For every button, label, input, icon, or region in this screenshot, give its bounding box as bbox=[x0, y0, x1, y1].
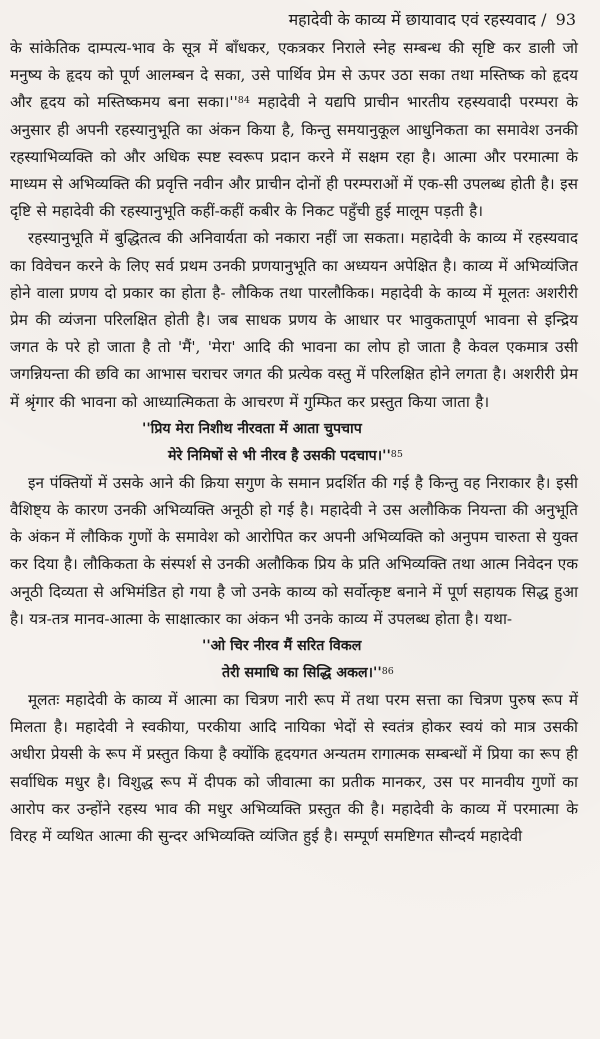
paragraph-3: इन पंक्तियों में उसके आने की क्रिया सगुण के समान प्रदर्शित की गई है किन्तु वह निराकार है। इसी वैशिष्ट्य के कारण उनकी अभिव्यक्ति अनूठी हो गई है। महादेवी ने उस अलौकिक नियन्ता की अनुभूति के अंकन में लौकिक गुणों के समावेश को आरोपित कर अपनी अभिव्यक्ति को अनुपम चारुता से युक्त कर दिया है। लौकिकता के संस्पर्श से उनकी अलौकिक प्रिय के प्रति अभिव्यक्ति तथा आत्म निवेदन एक अनूठी दिव्यता से अभिमंडित हो गया है जो उनके काव्य को सर्वोत्कृष्ट बनाने में पूर्ण सहायक सिद्ध हुआ है। यत्र-तत्र मानव-आत्मा के साक्षात्कार का अंकन भी उनके काव्य में उपलब्ध होता है। यथा- bbox=[10, 473, 578, 628]
paragraph-1 bbox=[10, 35, 578, 225]
paragraph-1-continued: महादेवी ने यद्यपि प्राचीन भारतीय रहस्यवादी परम्परा के अनुसार ही अपनी रहस्यानुभूति का अंकन किया है, किन्तु समयानुकूल आधुनिकता का समावेश उनकी रहस्याभिव्यक्ति को और अधिक स्पष्ट स्वरूप प्रदान करने में सक्षम रहा है। आत्मा और परमात्मा के माध्यम से अभिव्यक्ति की प्रवृत्ति नवीन और प्राचीन दोनों ही परम्पराओं में एक-सी उपलब्ध होती है। इस दृष्टि से महादेवी की रहस्यानुभूति कहीं-कहीं कबीर के निकट पहुँची हुई मालूम पड़ती है। bbox=[10, 93, 578, 221]
footnote-ref-86: 86 bbox=[381, 666, 394, 678]
quote-85-line-2-text: मेरे निमिषों से भी नीरव है उसकी पदचाप।'' bbox=[168, 447, 391, 464]
quote-86-line-2-text: तेरी समाधि का सिद्धि अकल।'' bbox=[222, 665, 382, 682]
page-number: 93 bbox=[555, 10, 576, 29]
header-title: महादेवी के काव्य में छायावाद एवं रहस्यवाद bbox=[288, 10, 537, 29]
header-separator: / bbox=[541, 10, 547, 29]
quote-86-line-1: ''ओ चिर नीरव मैं सरित विकल bbox=[202, 638, 362, 655]
footnote-ref-84: 84 bbox=[237, 95, 250, 107]
quote-86-line-2 bbox=[10, 660, 578, 687]
running-header bbox=[10, 8, 578, 32]
paragraph-1-text: के सांकेतिक दाम्पत्य-भाव के सूत्र में बाँधकर, एकत्रकर निराले स्नेह सम्बन्ध की सृष्टि कर डाली जो मनुष्य के हृदय को पूर्ण आलम्बन दे सका, उसे पार्थिव प्रेम से ऊपर उठा सका तथा मस्तिष्क को हृदय और हृदय को मस्तिष्कमय बना सका।'' bbox=[10, 39, 578, 112]
paragraph-2: रहस्यानुभूति में बुद्धितत्व की अनिवार्यता को नकारा नहीं जा सकता। महादेवी के काव्य में रहस्यवाद का विवेचन करने के लिए सर्व प्रथम उनकी प्रणयानुभूति का अध्ययन अपेक्षित है। काव्य में अभिव्यंजित होने वाला प्रणय दो प्रकार का होता है- लौकिक तथा पारलौकिक। महादेवी के काव्य में मूलतः अशरीरी प्रेम की व्यंजना परिलक्षित होती है। जब साधक प्रणय के आधार पर भावुकतापूर्ण भावना से इन्द्रिय जगत के परे हो जाता है तो 'मैं', 'मेरा' आदि की भावना का लोप हो जाता है केवल एकमात्र उसी जगन्नियन्ता की छवि का आभास चराचर जगत की प्रत्येक वस्तु में परिलक्षित होने लगता है। अशरीरी प्रेम में श्रृंगार की भावना को आध्यात्मिकता के आचरण में गुम्फित कर प्रस्तुत किया जाता है। bbox=[10, 229, 578, 411]
quote-85-line-2 bbox=[10, 443, 578, 470]
quote-85-line-1: ''प्रिय मेरा निशीथ नीरवता में आता चुपचाप bbox=[142, 420, 362, 437]
footnote-ref-85: 85 bbox=[390, 448, 403, 460]
paragraph-4: मूलतः महादेवी के काव्य में आत्मा का चित्रण नारी रूप में तथा परम सत्ता का चित्रण पुरुष रूप में मिलता है। महादेवी ने स्वकीया, परकीया आदि नायिका भेदों से स्वतंत्र होकर स्वयं को मात्र उसकी अधीरा प्रेयसी के रूप में प्रस्तुत किया है क्योंकि हृदयगत अन्यतम रागात्मक सम्बन्धों में प्रिया का रूप ही सर्वाधिक मधुर है। विशुद्ध रूप में दीपक को जीवात्मा का प्रतीक मानकर, उस पर मानवीय गुणों का आरोप कर उन्होंने रहस्य भाव की मधुर अभिव्यक्ति प्रस्तुत की है। महादेवी के काव्य में परमात्मा के विरह में व्यथित आत्मा की सुन्दर अभिव्यक्ति व्यंजित हुई है। सम्पूर्ण समष्टिगत सौन्दर्य महादेवी bbox=[10, 691, 578, 846]
